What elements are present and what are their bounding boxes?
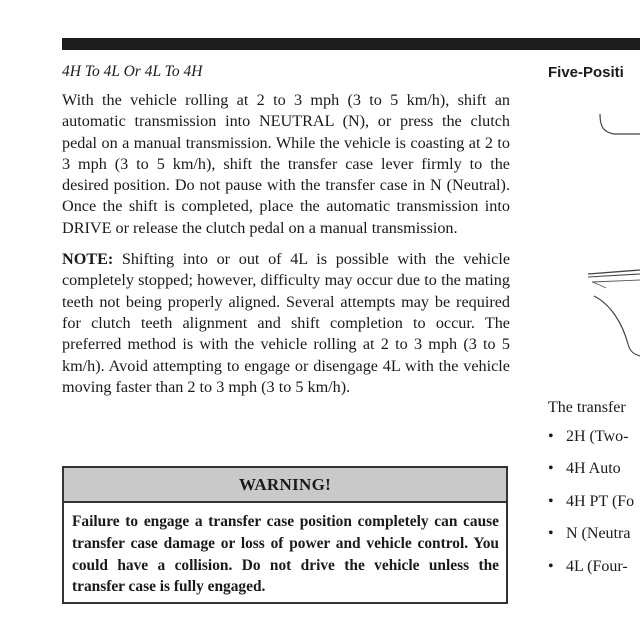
header-rule xyxy=(62,38,640,50)
section-heading: 4H To 4L Or 4L To 4H xyxy=(62,63,203,80)
left-column xyxy=(62,62,510,408)
transfer-case-illustration xyxy=(548,90,640,390)
transfer-position-list xyxy=(548,428,640,590)
lever-diagram-icon xyxy=(548,90,640,390)
bullet-icon: • xyxy=(548,428,554,445)
bullet-icon: • xyxy=(548,557,554,575)
bullet-icon: • xyxy=(548,525,554,543)
list-item: • 2H (Two- xyxy=(548,428,629,445)
list-item: • 4H PT (Fo xyxy=(548,492,635,510)
bullet-icon: • xyxy=(548,492,554,510)
transfer-positions-intro: The transfer xyxy=(548,399,626,416)
figure-title: Five-Positi xyxy=(548,64,624,81)
note-text: Shifting into or out of 4L is possible with the vehicle completely stopped; however, difficulty may occur due to the mating teeth not being properly aligned. Several attempts may be required for clutch teeth alignment and shift completion to occur. The preferred method is with the vehicle rolling at 2 to 3 mph (3 to 5 km/h). Avoid attempting to engage or disengage 4L with the vehicle moving faster than 2 to 3 mph (3 to 5 km/h). xyxy=(62,250,510,396)
list-item: • N (Neutra xyxy=(548,525,631,543)
procedure-paragraph: With the vehicle rolling at 2 to 3 mph (3 to 5 km/h), shift an automatic transmission into NEUTRAL (N), or press the clutch pedal on a manual transmission. While the vehicle is coasting at 2 to 3 mph (3 to 5 km/h), shift the transfer case lever firmly to the desired position. Do not pause with the transfer case in N (Neutral). Once the shift is completed, place the automatic transmission into DRIVE or release the clutch pedal on a manual transmission. xyxy=(62,91,510,237)
bullet-icon: • xyxy=(548,460,554,478)
warning-box xyxy=(62,466,508,604)
note-label: NOTE: xyxy=(62,250,114,269)
warning-text: Failure to engage a transfer case position completely can cause transfer case damage or loss of power and vehicle control. You could have a collision. Do not drive the vehicle unless the transfer case is fully engaged. xyxy=(72,513,499,596)
warning-title: WARNING! xyxy=(64,468,506,503)
list-item: • 4H Auto xyxy=(548,460,621,478)
note-paragraph xyxy=(62,249,510,398)
list-item: • 4L (Four- xyxy=(548,557,628,575)
